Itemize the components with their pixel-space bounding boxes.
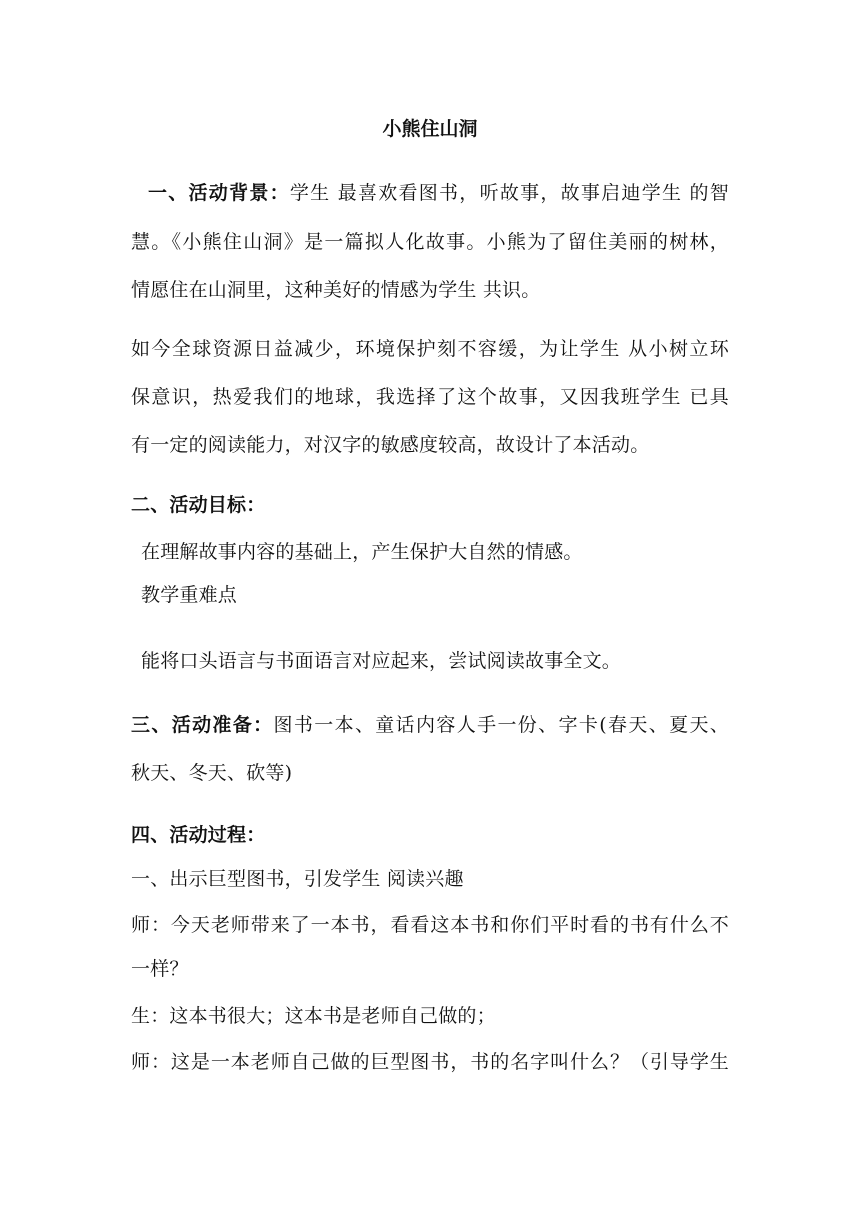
- background-para2-line-3: 有一定的阅读能力，对汉字的敏感度较高，故设计了本活动。: [131, 434, 650, 456]
- background-para2-line-1: 如今全球资源日益减少，环境保护刻不容缓，为让学生 从小树立环: [131, 338, 729, 360]
- preparation-line-1: [131, 712, 729, 738]
- process-step-1: 一、出示巨型图书，引发学生 阅读兴趣: [131, 868, 464, 890]
- key-points-text: 能将口头语言与书面语言对应起来，尝试阅读故事全文。: [141, 650, 622, 672]
- process-heading: 四、活动过程：: [131, 824, 266, 846]
- background-text-1: 学生 最喜欢看图书，听故事，故事启迪学生 的智: [289, 182, 730, 204]
- goal-text: 在理解故事内容的基础上，产生保护大自然的情感。: [141, 541, 583, 563]
- background-line-1: [148, 180, 729, 206]
- document-title: 小熊住山洞: [382, 118, 478, 140]
- background-heading: 一、活动背景：: [148, 182, 290, 204]
- key-points-label: 教学重难点: [141, 584, 238, 606]
- preparation-line-2: 秋天、冬天、砍等): [131, 762, 293, 784]
- background-para2-line-2: 保意识，热爱我们的地球，我选择了这个故事，又因我班学生 已具: [131, 386, 729, 408]
- goals-heading: 二、活动目标：: [131, 494, 266, 516]
- teacher-line-1b: 一样？: [131, 958, 189, 980]
- teacher-line-1a: 师：今天老师带来了一本书，看看这本书和你们平时看的书有什么不: [131, 914, 729, 936]
- teacher-line-2: 师：这是一本老师自己做的巨型图书，书的名字叫什么？（引导学生: [131, 1051, 729, 1073]
- preparation-heading: 三、活动准备：: [131, 714, 274, 736]
- student-line-1: 生：这本书很大；这本书是老师自己做的；: [131, 1005, 496, 1027]
- preparation-text-1: 图书一本、童话内容人手一份、字卡(春天、夏天、: [273, 714, 730, 736]
- background-line-2: 慧。《小熊住山洞》是一篇拟人化故事。小熊为了留住美丽的树林，: [131, 231, 729, 253]
- background-line-3: 情愿住在山洞里，这种美好的情感为学生 共识。: [131, 279, 541, 301]
